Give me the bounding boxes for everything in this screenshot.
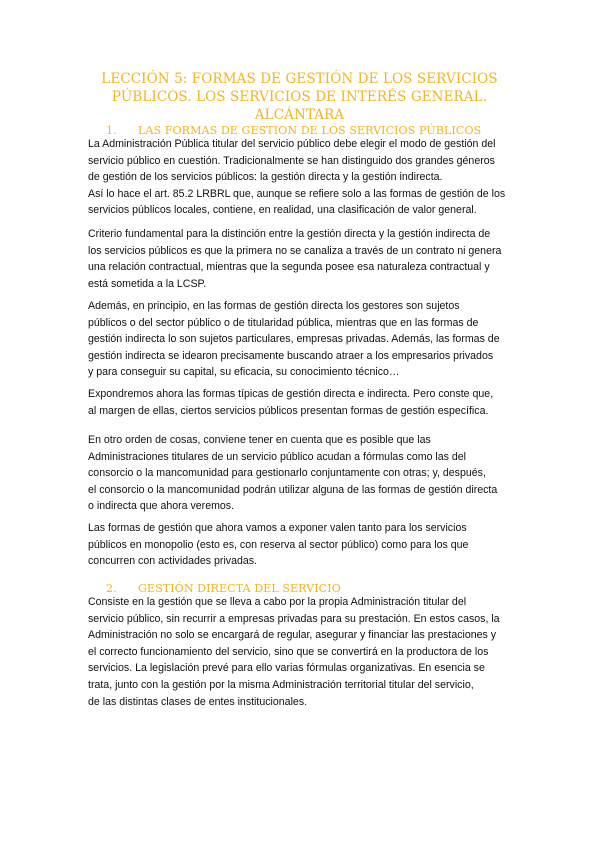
text-line: Consiste en la gestión que se lleva a cabo por la propia Administración titular del (88, 596, 467, 608)
text-line: de gestión de los servicios públicos: la gestión directa y la gestión indirecta. (88, 171, 443, 184)
text-line: el correcto funcionamiento del servicio, sino que se convertirá en la productora de los (88, 645, 489, 658)
text-line: servicios. La legislación prevé para ello varias fórmulas organizativas. En esencia se (88, 662, 485, 675)
text-line: gestión indirecta lo son sujetos particulares, empresas privadas. Además, las formas de (88, 333, 500, 346)
text-line: públicos o del sector público o de titularidad pública, mientras que en las formas de (88, 316, 479, 329)
text-line: y para conseguir su capital, su eficacia, su conocimiento técnico… (88, 366, 400, 379)
paragraph (88, 594, 528, 710)
text-line: Además, en principio, en las formas de gestión directa los gestores son sujetos (88, 300, 460, 312)
text-line: públicos en monopolio (esto es, con reserva al sector público) como para los que (88, 538, 469, 551)
text-line: Administraciones titulares de un servicio público acudan a fórmulas como las del (88, 450, 467, 463)
text-line: servicio público en cuestión. Tradicionalmente se han distinguido dos grandes géneros (88, 154, 495, 167)
text-line: de las distintas clases de entes institucionales. (88, 695, 308, 708)
paragraph (88, 386, 528, 419)
text-line: Expondremos ahora las formas típicas de gestión directa e indirecta. Pero conste que, (88, 388, 494, 400)
text-line: Administración no solo se encargará de regular, asegurar y financiar las prestaciones y (88, 629, 497, 642)
page-title (88, 70, 511, 124)
title-line: LECCIÓN 5: FORMAS DE GESTIÓN DE LOS SERVICIOS (101, 71, 498, 87)
paragraph (88, 298, 528, 381)
text-line: o indirecta que ahora veremos. (88, 500, 235, 513)
text-line: al margen de ellas, ciertos servicios públicos presentan formas de gestión específica. (88, 404, 489, 417)
title-line: PÚBLICOS. LOS SERVICIOS DE INTERÉS GENERAL. (111, 89, 488, 105)
title-line: ALCÁNTARA (254, 107, 345, 123)
paragraph (88, 432, 528, 515)
text-line: trata, junto con la gestión por la misma Administración territorial titular del servicio, (88, 678, 474, 691)
text-line: Las formas de gestión que ahora vamos a exponer valen tanto para los servicios (88, 522, 467, 534)
text-line: Así lo hace el art. 85.2 LRBRL que, aunque se refiere solo a las formas de gestión de los (88, 187, 506, 200)
text-line: servicio público, sin recurrir a empresas privadas para su prestación. En estos casos, la (88, 612, 500, 625)
text-line: una relación contractual, mientras que la segunda posee esa naturaleza contractual y (88, 261, 490, 274)
text-line: Criterio fundamental para la distinción entre la gestión directa y la gestión indirecta de (88, 228, 491, 240)
text-line: los servicios públicos es que la primera no se canaliza a través de un contrato ni genera (88, 244, 502, 257)
section-title: LAS FORMAS DE GESTION DE LOS SERVICIOS PÚBLICOS (138, 124, 482, 137)
paragraph (88, 226, 528, 292)
text-line: el consorcio o la mancomunidad podrán utilizar alguna de las formas de gestión directa (88, 483, 498, 496)
text-line: concurren con actividades privadas. (88, 555, 258, 568)
text-line: gestión indirecta se idearon precisamente buscando atraer a los empresarios privados (88, 349, 494, 362)
paragraph (88, 520, 528, 570)
paragraph (88, 136, 528, 219)
section-title: GESTIÓN DIRECTA DEL SERVICIO (138, 582, 341, 595)
text-line: servicios públicos locales, contiene, en realidad, una clasificación de valor general. (88, 204, 477, 217)
text-line: En otro orden de cosas, conviene tener en cuenta que es posible que las (88, 434, 431, 446)
section-number: 2. (106, 582, 117, 595)
text-line: La Administración Pública titular del servicio público debe elegir el modo de gestión del (88, 138, 496, 150)
section-number: 1. (106, 124, 117, 137)
text-line: consorcio o la mancomunidad para gestionarlo conjuntamente con otras; y, después, (88, 467, 486, 480)
text-line: está sometida a la LCSP. (88, 277, 207, 290)
